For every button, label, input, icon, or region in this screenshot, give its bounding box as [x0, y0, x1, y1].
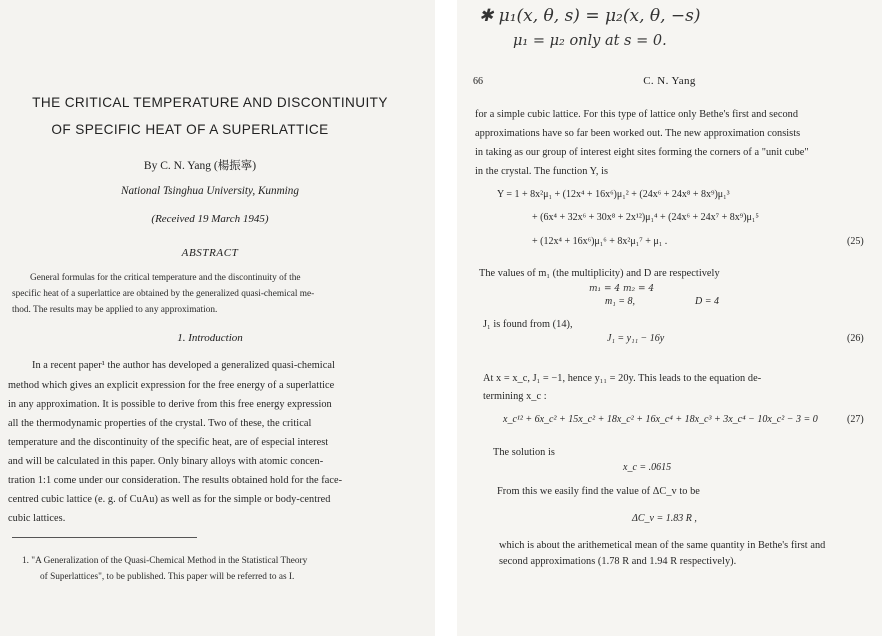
multiplicity-line: The values of m₁ (the multiplicity) and D are respectively: [479, 268, 720, 279]
critical-line-1: At x = x_c, J₁ = −1, hence y₁₁ = 20y. This leads to the equation de-: [483, 373, 762, 384]
intro-line-3: in any approximation. It is possible to derive from this free energy expression: [8, 399, 332, 410]
abstract-line-1: General formulas for the critical temperature and the discontinuity of the: [30, 273, 301, 283]
d-value: D = 4: [695, 296, 719, 307]
handwritten-note-line-2: μ₁ = μ₂ only at s = 0.: [513, 33, 667, 49]
title-line-1: THE CRITICAL TEMPERATURE AND DISCONTINUITY: [32, 95, 388, 110]
m-value: m₁ = 8,: [605, 296, 635, 307]
equation-25-line-1: Y = 1 + 8x²μ₁ + (12x⁴ + 16x⁶)μ₁² + (24x⁶ + 24x⁸ + 8x⁹)μ₁³: [497, 189, 730, 200]
affiliation: National Tsinghua University, Kunming: [121, 185, 299, 197]
handwritten-note-line-1: ✱ μ₁(x, θ, s) = μ₂(x, θ, −s): [479, 6, 701, 26]
intro-line-9: cubic lattices.: [8, 513, 66, 524]
handwritten-m-values: m₁ = 4 m₂ = 4: [589, 284, 655, 294]
para1-line-1: for a simple cubic lattice. For this type of lattice only Bethe's first and second: [475, 109, 799, 120]
intro-line-7: tration 1:1 come under our consideration. The results obtained hold for the face-: [8, 475, 343, 486]
intro-line-8: centred cubic lattice (e. g. of CuAu) as well as for the simple or body-centred: [8, 494, 331, 505]
equation-25-line-3: + (12x⁴ + 16x⁶)μ₁⁶ + 8x²μ₁⁷ + μ₁ .: [532, 236, 668, 247]
intro-line-6: and will be calculated in this paper. Only binary alloys with atomic concen-: [8, 456, 324, 467]
equation-26-number: (26): [847, 333, 864, 344]
equation-27-number: (27): [847, 414, 864, 425]
intro-line-5: temperature and the discontinuity of the specific heat, are of especial interest: [8, 437, 329, 448]
received-date: (Received 19 March 1945): [151, 213, 269, 225]
abstract-heading: ABSTRACT: [181, 247, 239, 259]
intro-line-2: method which gives an explicit expression for the free energy of a superlattice: [8, 380, 335, 391]
abstract-line-3: thod. The results may be applied to any approximation.: [12, 305, 218, 315]
footnote-rule: [12, 537, 197, 538]
solution-line: The solution is: [493, 447, 555, 458]
mean-line-1: which is about the arithemetical mean of the same quantity in Bethe's first and: [499, 540, 826, 551]
mean-line-2: second approximations (1.78 R and 1.94 R respectively).: [499, 556, 737, 567]
left-page: [0, 0, 435, 636]
section-heading-introduction: 1. Introduction: [177, 332, 243, 344]
footnote-line-1: 1. "A Generalization of the Quasi-Chemical Method in the Statistical Theory: [22, 556, 308, 566]
right-page: [457, 0, 882, 636]
intro-line-4: all the thermodynamic properties of the crystal. Two of these, the critical: [8, 418, 312, 429]
solution-equation: x_c = .0615: [623, 462, 672, 473]
title-line-2: OF SPECIFIC HEAT OF A SUPERLATTICE: [51, 122, 329, 137]
page-number: 66: [473, 76, 483, 87]
equation-25-number: (25): [847, 236, 864, 247]
from-line: From this we easily find the value of ΔC_v to be: [497, 486, 700, 497]
para1-line-2: approximations have so far been worked out. The new approximation consists: [475, 128, 801, 139]
running-head: C. N. Yang: [643, 75, 696, 87]
author: By C. N. Yang (楊振寧): [143, 160, 257, 172]
intro-line-1: In a recent paper¹ the author has developed a generalized quasi-chemical: [32, 360, 335, 371]
equation-26: J₁ = y₁₁ − 16y: [607, 333, 665, 344]
abstract-line-2: specific heat of a superlattice are obtained by the generalized quasi-chemical me-: [12, 289, 315, 299]
delta-c-equation: ΔC_v = 1.83 R ,: [632, 513, 697, 524]
para1-line-3: in taking as our group of interest eight sites forming the corners of a "unit cube": [475, 147, 809, 158]
equation-27: x_c¹² + 6x_c² + 15x_c² + 18x_c² + 16x_c⁴ + 18x_c³ + 3x_c⁴ − 10x_c² − 3 = 0: [503, 414, 818, 425]
equation-25-line-2: + (6x⁴ + 32x⁶ + 30x⁸ + 2x¹²)μ₁⁴ + (24x⁶ + 24x⁷ + 8x⁹)μ₁⁵: [532, 212, 759, 223]
para1-line-4: in the crystal. The function Y, is: [475, 166, 609, 177]
critical-line-2: termining x_c :: [483, 391, 547, 402]
footnote-line-2: of Superlattices", to be published. This paper will be referred to as I.: [40, 572, 295, 582]
j1-line: J₁ is found from (14),: [483, 319, 573, 330]
